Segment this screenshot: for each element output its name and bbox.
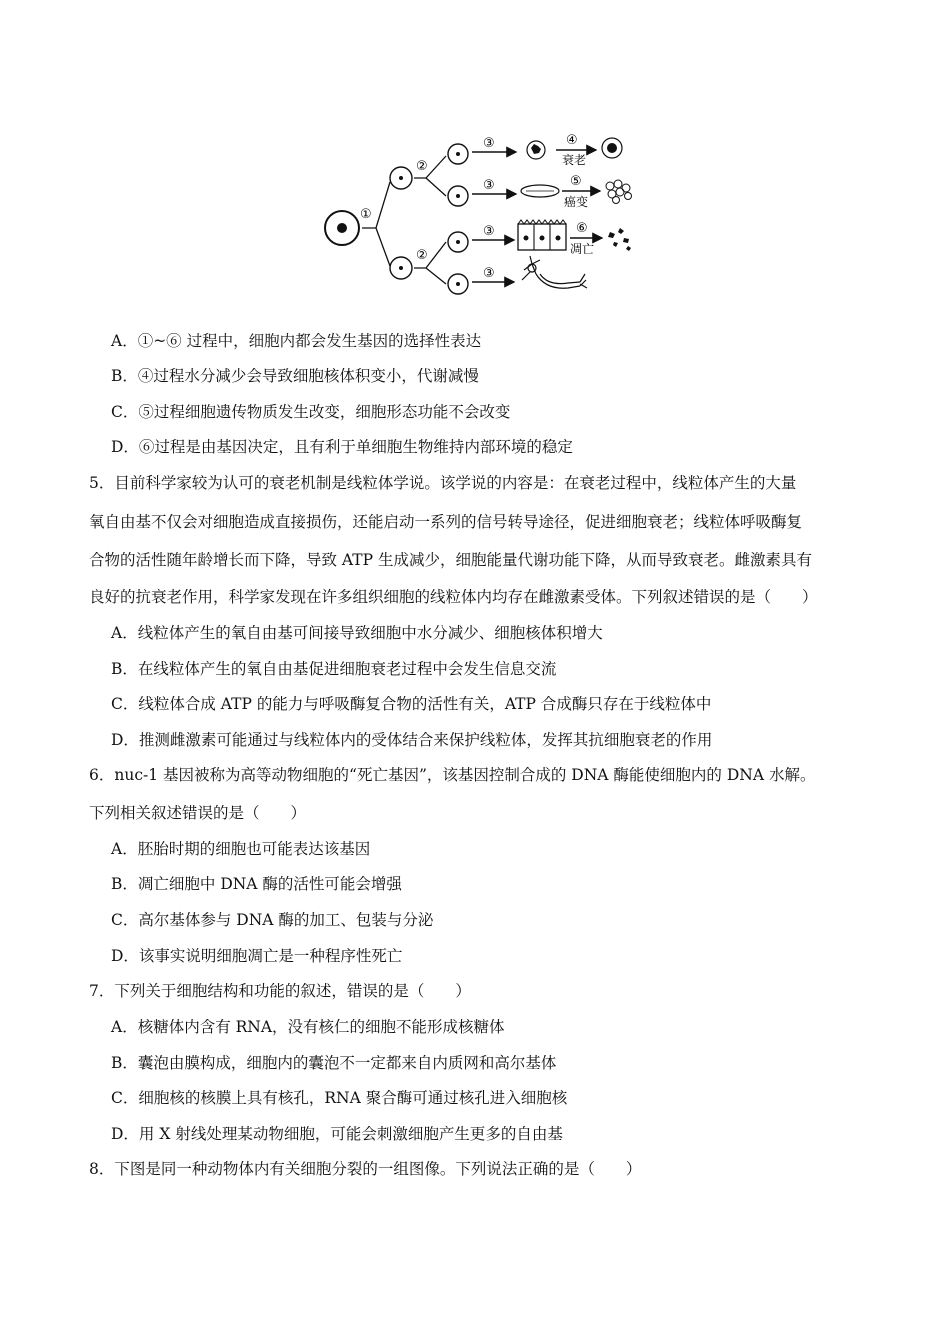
step-2-lower-label: ② xyxy=(416,248,428,263)
q4-option-d: D．⑥过程是由基因决定，且有利于单细胞生物维持内部环境的稳定 xyxy=(111,438,573,456)
step-2-upper-label: ② xyxy=(416,159,428,174)
differentiated-cell-1 xyxy=(527,141,545,159)
cell-row-2 xyxy=(448,186,468,206)
q5-option-a: A．线粒体产生的氧自由基可间接导致细胞中水分减少、细胞核体积增大 xyxy=(111,624,603,642)
q8-stem: 8．下图是同一种动物体内有关细胞分裂的一组图像。下列说法正确的是（ ） xyxy=(89,1160,642,1178)
q5-stem-line-1: 5．目前科学家较为认可的衰老机制是线粒体学说。该学说的内容是：在衰老过程中，线粒体产生的大量 xyxy=(89,474,797,492)
step-3-row4-label: ③ xyxy=(483,266,495,281)
q6-stem-line-2: 下列相关叙述错误的是（ ） xyxy=(89,804,307,822)
q7-option-a: A．核糖体内含有 RNA，没有核仁的细胞不能形成核糖体 xyxy=(111,1018,505,1036)
cell-upper-2 xyxy=(390,167,412,189)
aged-cell xyxy=(602,138,622,158)
apoptotic-fragments xyxy=(608,228,631,251)
origin-cell xyxy=(325,211,359,245)
q4-option-a: A．①~⑥ 过程中，细胞内都会发生基因的选择性表达 xyxy=(111,332,482,350)
step-3-row3-label: ③ xyxy=(483,224,495,239)
step-3-row1-label: ③ xyxy=(483,136,495,151)
neuron-cell xyxy=(522,256,587,288)
step-6-label: ⑥ xyxy=(576,221,588,236)
q5-option-c: C．线粒体合成 ATP 的能力与呼吸酶复合物的活性有关，ATP 合成酶只存在于线粒体中 xyxy=(111,695,712,713)
q6-option-d: D．该事实说明细胞凋亡是一种程序性死亡 xyxy=(111,947,403,965)
step-5-label: ⑤ xyxy=(570,174,582,189)
step-1-label: ① xyxy=(360,207,372,222)
aging-label: 衰老 xyxy=(562,153,587,167)
q6-stem-line-1: 6．nuc-1 基因被称为高等动物细胞的“死亡基因”，该基因控制合成的 DNA 酶能使细胞内的 DNA 水解。 xyxy=(89,766,816,784)
apoptosis-label: 凋亡 xyxy=(570,242,595,256)
q4-option-c: C．⑤过程细胞遗传物质发生改变，细胞形态功能不会改变 xyxy=(111,403,511,421)
q5-stem-line-2: 氧自由基不仅会对细胞造成直接损伤，还能启动一系列的信号转导途径，促进细胞衰老；线粒体呼吸酶复 xyxy=(89,513,803,531)
q5-option-d: D．推测雌激素可能通过与线粒体内的受体结合来保护线粒体，发挥其抗细胞衰老的作用 xyxy=(111,731,713,749)
q4-option-b: B．④过程水分减少会导致细胞核体积变小，代谢减慢 xyxy=(111,367,479,385)
q6-option-b: B．凋亡细胞中 DNA 酶的活性可能会增强 xyxy=(111,875,402,893)
q7-stem: 7．下列关于细胞结构和功能的叙述，错误的是（ ） xyxy=(89,982,471,1000)
q6-option-c: C．高尔基体参与 DNA 酶的加工、包装与分泌 xyxy=(111,911,434,929)
q5-stem-line-3: 合物的活性随年龄增长而下降，导致 ATP 生成减少，细胞能量代谢功能下降，从而导致衰老。雌激素具有 xyxy=(89,551,812,569)
cancer-cells xyxy=(606,180,632,204)
q7-option-d: D．用 X 射线处理某动物细胞，可能会刺激细胞产生更多的自由基 xyxy=(111,1125,563,1143)
q5-option-b: B．在线粒体产生的氧自由基促进细胞衰老过程中会发生信息交流 xyxy=(111,660,557,678)
differentiated-cell-2 xyxy=(521,185,559,197)
epithelial-cells xyxy=(518,220,566,250)
step-4-label: ④ xyxy=(566,133,578,148)
q7-option-b: B．囊泡由膜构成，细胞内的囊泡不一定都来自内质网和高尔基体 xyxy=(111,1054,557,1072)
step-3-row2-label: ③ xyxy=(483,178,495,193)
q5-stem-line-4: 良好的抗衰老作用，科学家发现在许多组织细胞的线粒体内均存在雌激素受体。下列叙述错误的是（ ） xyxy=(89,588,818,606)
q6-option-a: A．胚胎时期的细胞也可能表达该基因 xyxy=(111,840,371,858)
q7-option-c: C．细胞核的核膜上具有核孔，RNA 聚合酶可通过核孔进入细胞核 xyxy=(111,1089,568,1107)
cancer-label: 癌变 xyxy=(564,195,589,209)
cell-row-4 xyxy=(448,274,468,294)
cell-row-1 xyxy=(448,144,468,164)
cell-row-3 xyxy=(448,232,468,252)
cell-lower-2 xyxy=(390,257,412,279)
cell-process-diagram xyxy=(318,128,648,304)
